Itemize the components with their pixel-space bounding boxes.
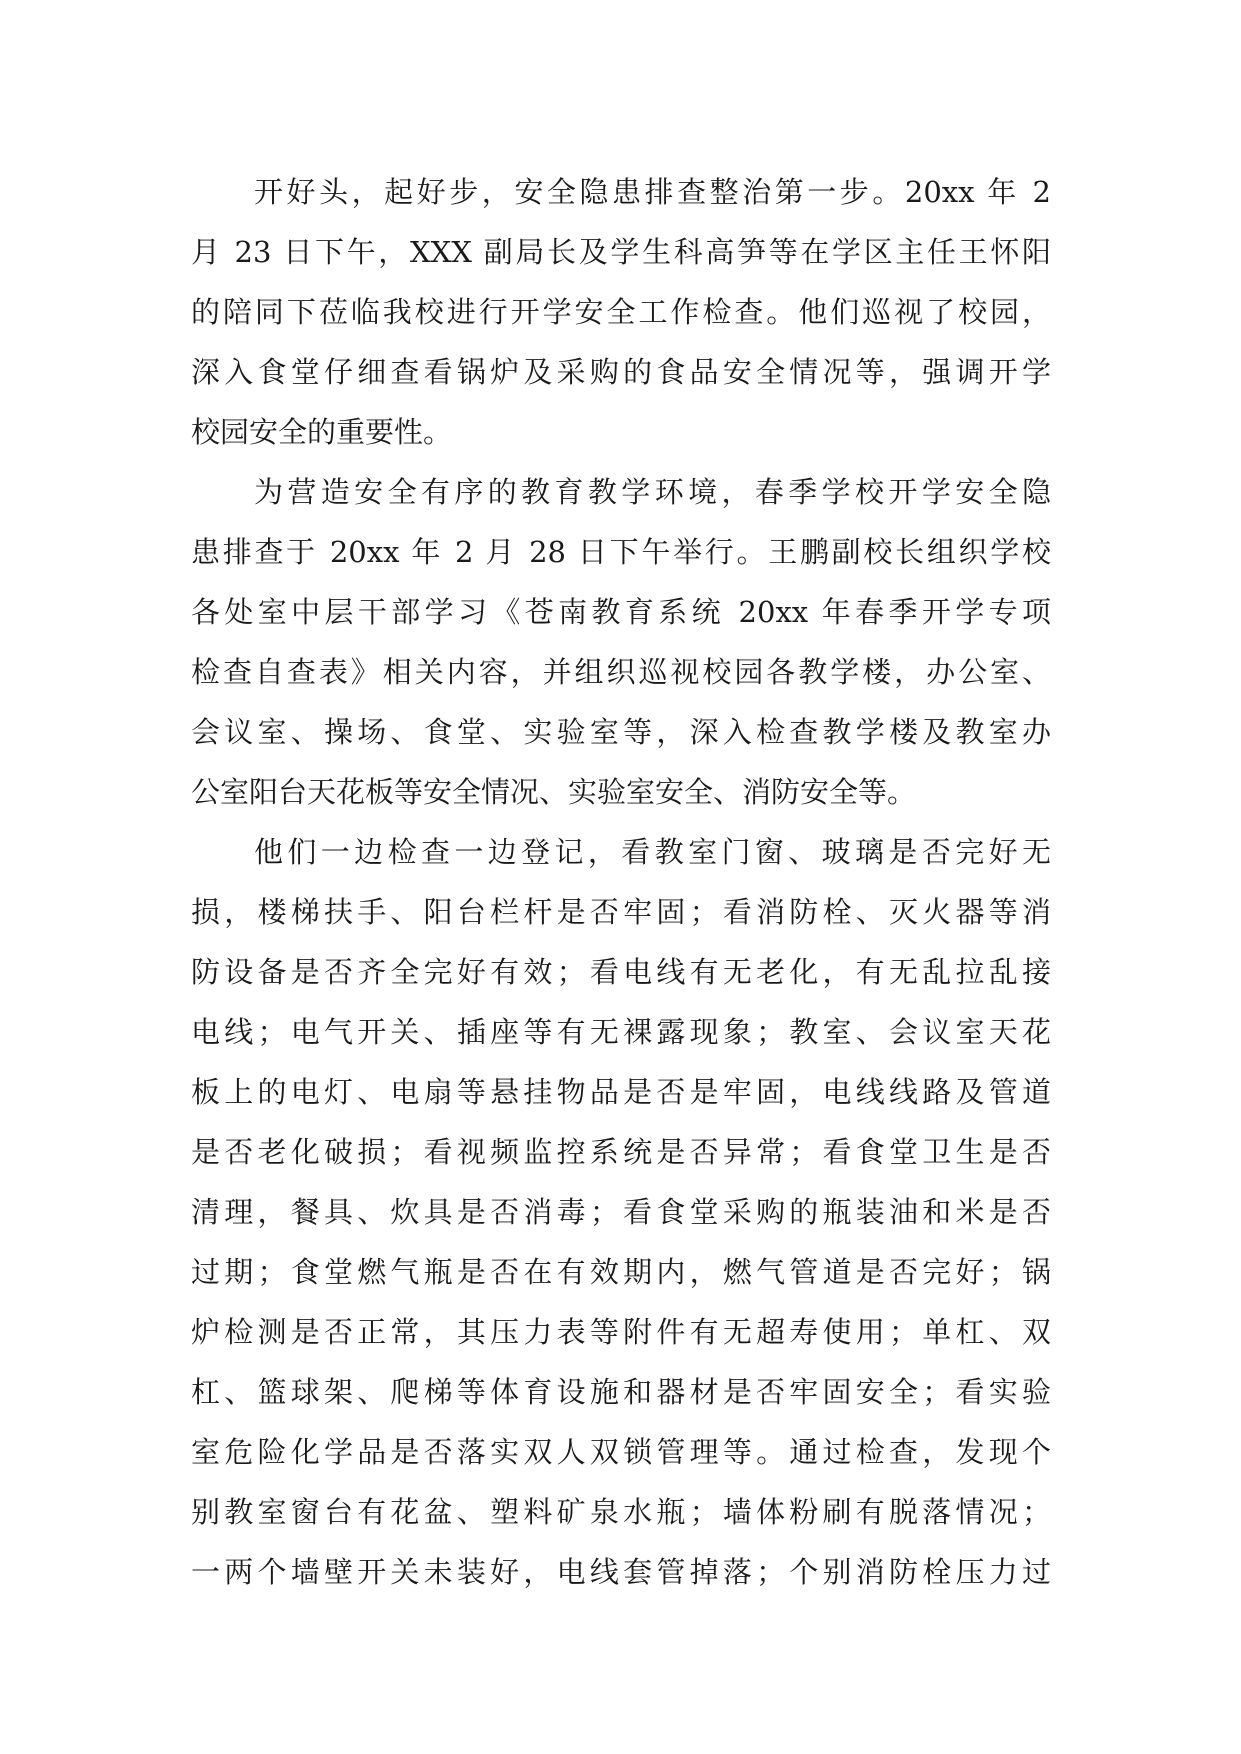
text-line: 别教室窗台有花盆、塑料矿泉水瓶；墙体粉刷有脱落情况； [191, 1495, 1051, 1529]
text-line: 月 23 日下午，XXX 副局长及学生科高笋等在学区主任王怀阳 [191, 235, 1051, 269]
text-line: 室危险化学品是否落实双人双锁管理等。通过检查，发现个 [191, 1435, 1051, 1469]
text-line: 电线；电气开关、插座等有无裸露现象；教室、会议室天花 [191, 1015, 1051, 1049]
text-line: 为营造安全有序的教育教学环境，春季学校开学安全隐 [254, 475, 1051, 509]
body-text [191, 162, 1051, 1602]
text-line: 过期；食堂燃气瓶是否在有效期内，燃气管道是否完好；锅 [191, 1255, 1051, 1289]
text-line: 患排查于 20xx 年 2 月 28 日下午举行。王鹏副校长组织学校 [191, 535, 1051, 569]
text-line: 损，楼梯扶手、阳台栏杆是否牢固；看消防栓、灭火器等消 [191, 895, 1051, 929]
text-line: 炉检测是否正常，其压力表等附件有无超寿使用；单杠、双 [191, 1315, 1051, 1349]
text-line: 板上的电灯、电扇等悬挂物品是否是牢固，电线线路及管道 [191, 1075, 1051, 1109]
text-line: 的陪同下莅临我校进行开学安全工作检查。他们巡视了校园， [191, 295, 1051, 329]
text-line: 检查自查表》相关内容，并组织巡视校园各教学楼，办公室、 [191, 655, 1051, 689]
text-line: 深入食堂仔细查看锅炉及采购的食品安全情况等，强调开学 [191, 355, 1051, 389]
text-line: 一两个墙壁开关未装好，电线套管掉落；个别消防栓压力过 [191, 1555, 1051, 1589]
text-line: 清理，餐具、炊具是否消毒；看食堂采购的瓶装油和米是否 [191, 1195, 1051, 1229]
text-line: 开好头，起好步，安全隐患排查整治第一步。20xx 年 2 [254, 175, 1051, 209]
text-line: 公室阳台天花板等安全情况、实验室安全、消防安全等。 [191, 775, 917, 809]
text-line: 杠、篮球架、爬梯等体育设施和器材是否牢固安全；看实验 [191, 1375, 1051, 1409]
text-line: 各处室中层干部学习《苍南教育系统 20xx 年春季开学专项 [191, 595, 1051, 629]
text-line: 他们一边检查一边登记，看教室门窗、玻璃是否完好无 [254, 835, 1051, 869]
text-line: 会议室、操场、食堂、实验室等，深入检查教学楼及教室办 [191, 715, 1051, 749]
paragraph-1 [191, 162, 1051, 462]
text-line: 校园安全的重要性。 [191, 415, 453, 449]
text-line: 防设备是否齐全完好有效；看电线有无老化，有无乱拉乱接 [191, 955, 1051, 989]
paragraph-3 [191, 822, 1051, 1602]
text-line: 是否老化破损；看视频监控系统是否异常；看食堂卫生是否 [191, 1135, 1051, 1169]
paragraph-2 [191, 462, 1051, 822]
